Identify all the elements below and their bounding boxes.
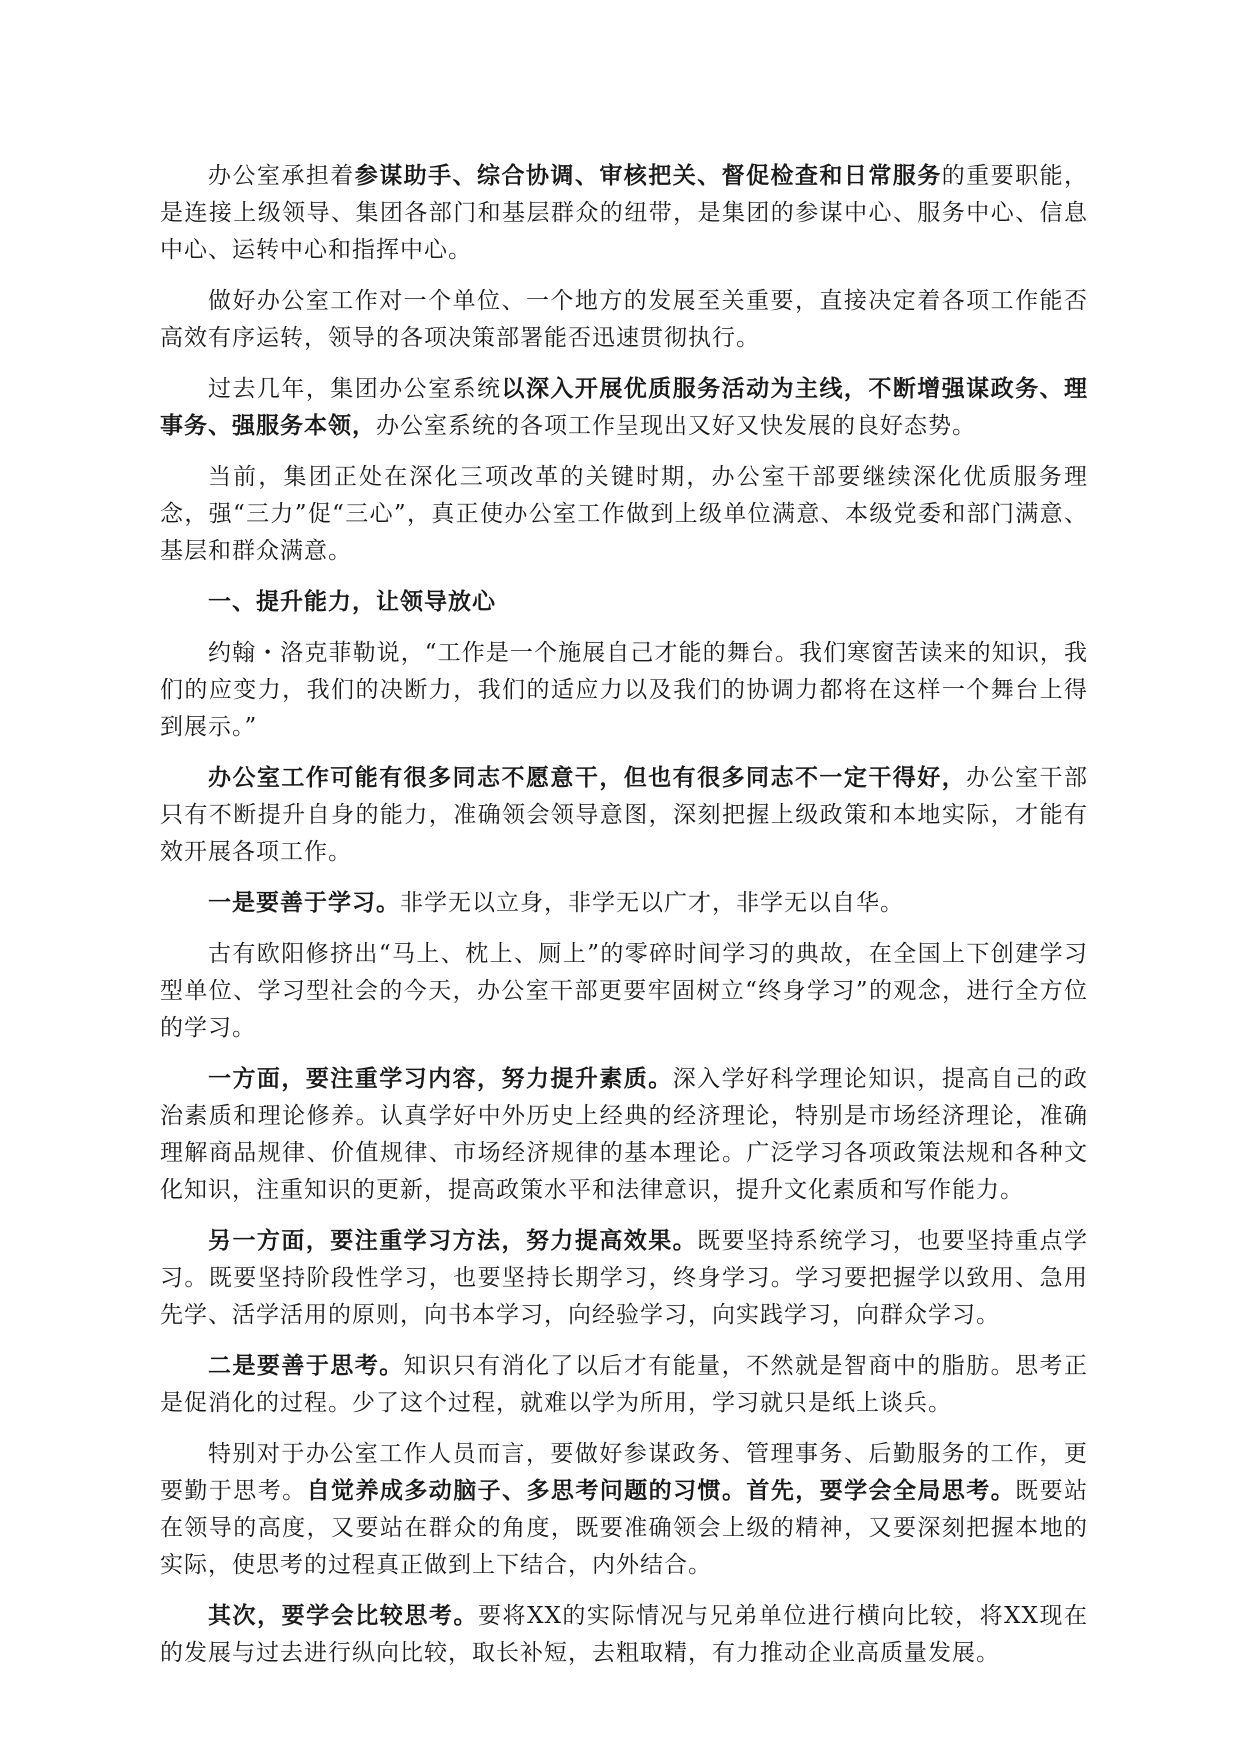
bold-text-run: 二是要善于思考。	[208, 1353, 404, 1379]
text-run: 约翰・洛克菲勒说，“工作是一个施展自己才能的舞台。我们寒窗苦读来的知识，我们的应变力，我们的决断力，我们的适应力以及我们的协调力都将在这样一个舞台上得到展示。”	[160, 640, 1088, 740]
paragraph-1	[160, 158, 1088, 269]
paragraph-6	[160, 635, 1088, 746]
text-run: 深入学好科学理论知识，提高自己的政治素质和理论修养。认真学好中外历史上经典的经济理论，特别是市场经济理论，准确理解商品规律、价值规律、市场经济规律的基本理论。广泛学习各项政策法规和各种文化知识，注重知识的更新，提高政策水平和法律意识，提升文化素质和写作能力。	[160, 1066, 1089, 1203]
paragraph-8	[160, 885, 1088, 922]
paragraph-3	[160, 371, 1088, 445]
text-run: 的重要职能，是连接上级领导、集团各部门和基层群众的纽带，是集团的参谋中心、服务中心、信息中心、运转中心和指挥中心。	[160, 163, 1089, 263]
text-run: 办公室系统的各项工作呈现出又好又快发展的良好态势。	[376, 413, 976, 439]
text-run: 做好办公室工作对一个单位、一个地方的发展至关重要，直接决定着各项工作能否高效有序运转，领导的各项决策部署能否迅速贯彻执行。	[160, 288, 1088, 351]
bold-text-run: 一、提升能力，让领导放心	[208, 589, 496, 615]
text-run: 办公室承担着	[208, 163, 355, 189]
paragraph-2	[160, 283, 1088, 357]
text-run: 当前，集团正处在深化三项改革的关键时期，办公室干部要继续深化优质服务理念，强“三力”促“三心”，真正使办公室工作做到上级单位满意、本级党委和部门满意、基层和群众满意。	[160, 464, 1088, 564]
paragraph-14	[160, 1598, 1088, 1672]
paragraph-4	[160, 459, 1088, 570]
text-run: 过去几年，集团办公室系统	[208, 376, 502, 402]
bold-text-run: 其次，要学会比较思考。	[208, 1603, 478, 1629]
text-run: 既要坚持系统学习，也要坚持重点学习。既要坚持阶段性学习，也要坚持长期学习，终身学习。学习要把握学以致用、急用先学、活学活用的原则，向书本学习，向经验学习，向实践学习，向群众学习。	[160, 1228, 1089, 1328]
bold-text-run: 参谋助手、综合协调、审核把关、督促检查和日常服务	[354, 163, 942, 189]
bold-text-run: 一是要善于学习。	[208, 890, 400, 916]
text-run: 知识只有消化了以后才有能量，不然就是智商中的脂肪。思考正是促消化的过程。少了这个过程，就难以学为所用，学习就只是纸上谈兵。	[160, 1353, 1089, 1416]
bold-text-run: 另一方面，要注重学习方法，努力提高效果。	[208, 1228, 698, 1254]
paragraph-10	[160, 1061, 1088, 1209]
text-run: 非学无以立身，非学无以广才，非学无以自华。	[400, 890, 904, 916]
text-run: 要将XX的实际情况与兄弟单位进行横向比较，将XX现在的发展与过去进行纵向比较，取长补短，去粗取精，有力推动企业高质量发展。	[160, 1603, 1089, 1666]
text-run: 办公室干部只有不断提升自身的能力，准确领会领导意图，深刻把握上级政策和本地实际，才能有效开展各项工作。	[160, 765, 1089, 865]
text-run: 既要站在领导的高度，又要站在群众的角度，既要准确领会上级的精神，又要深刻把握本地的实际，使思考的过程真正做到上下结合，内外结合。	[160, 1478, 1089, 1578]
section-heading	[160, 584, 1088, 621]
text-run: 特别对于办公室工作人员而言，要做好参谋政务、管理事务、后勤服务的工作，更要勤于思考。	[160, 1441, 1088, 1504]
text-run: 古有欧阳修挤出“马上、枕上、厕上”的零碎时间学习的典故，在全国上下创建学习型单位、学习型社会的今天，办公室干部更要牢固树立“终身学习”的观念，进行全方位的学习。	[160, 941, 1088, 1041]
bold-text-run: 一方面，要注重学习内容，努力提升素质。	[208, 1066, 673, 1092]
bold-text-run: 自觉养成多动脑子、多思考问题的习惯。首先，要学会全局思考。	[306, 1478, 1016, 1504]
paragraph-11	[160, 1223, 1088, 1334]
paragraph-12	[160, 1348, 1088, 1422]
paragraph-7	[160, 760, 1088, 871]
bold-text-run: 办公室工作可能有很多同志不愿意干，但也有很多同志不一定干得好，	[208, 765, 967, 791]
paragraph-13	[160, 1436, 1088, 1584]
bold-text-run: 以深入开展优质服务活动为主线，不断增强谋政务、理事务、强服务本领，	[160, 376, 1089, 439]
document-page	[160, 158, 1088, 1686]
paragraph-9	[160, 936, 1088, 1047]
